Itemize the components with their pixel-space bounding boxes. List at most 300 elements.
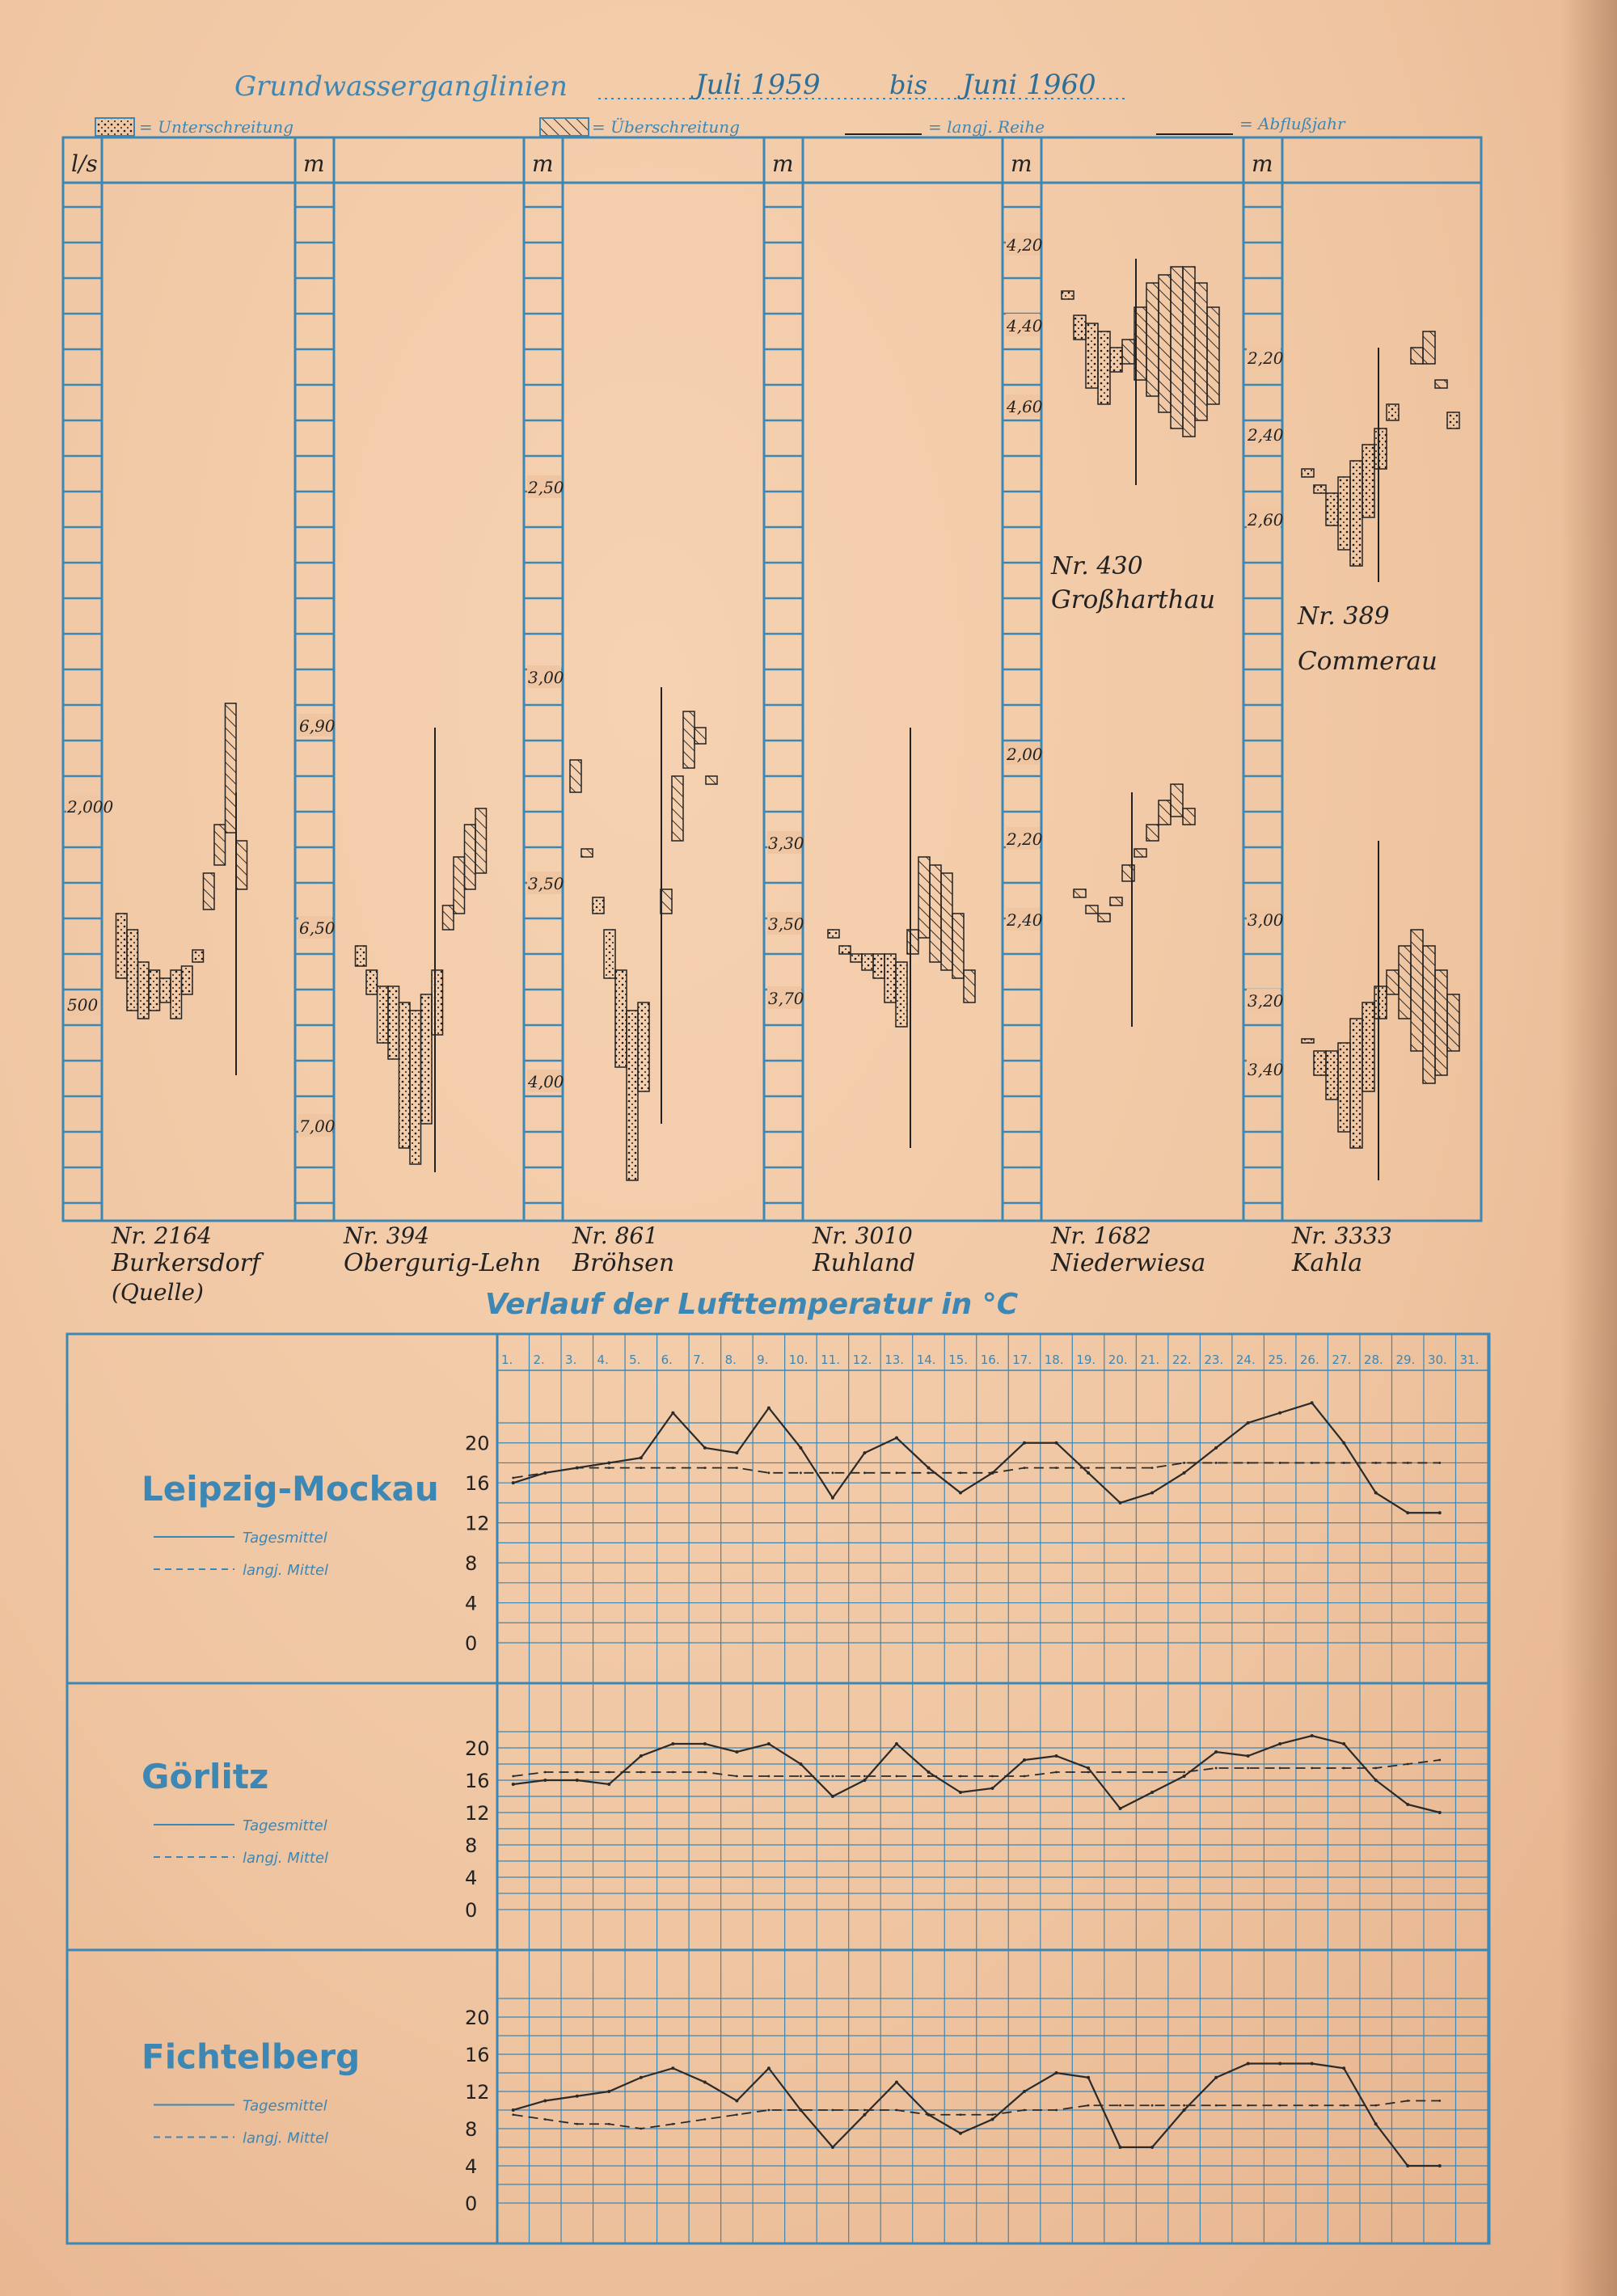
- daily-mean-point: [671, 1412, 674, 1415]
- day-label: 25.: [1268, 1353, 1288, 1367]
- longterm-mean-point: [672, 1771, 674, 1774]
- hydrograph-segment: [454, 857, 465, 914]
- temp-y-tick: 20: [465, 1432, 490, 1455]
- day-label: 18.: [1044, 1353, 1064, 1367]
- hydrograph-commerau: [1302, 331, 1459, 566]
- daily-mean-point: [1406, 1511, 1409, 1514]
- hydrograph-segment: [593, 897, 604, 914]
- hydrograph-segment: [930, 865, 941, 962]
- longterm-mean-point: [767, 2109, 770, 2112]
- hydrograph-segment: [839, 946, 851, 954]
- daily-mean-point: [607, 2090, 610, 2093]
- longterm-mean-point: [672, 1467, 674, 1469]
- longterm-mean-point: [512, 1477, 514, 1479]
- panel-tick-label: 6,90: [299, 716, 336, 736]
- panel-station-extra: (Quelle): [112, 1279, 204, 1306]
- temp-y-tick: 0: [465, 1632, 478, 1655]
- hydrograph-segment: [1338, 1043, 1350, 1132]
- longterm-mean-point: [703, 2118, 706, 2121]
- hydrograph-segment: [1411, 930, 1423, 1051]
- legend-langj-label: = langj. Reihe: [928, 117, 1045, 137]
- daily-mean-point: [1247, 1754, 1250, 1758]
- longterm-mean-point: [1279, 1767, 1281, 1770]
- hydrograph-segment: [695, 728, 706, 744]
- day-label: 24.: [1235, 1353, 1256, 1367]
- daily-mean-point: [767, 1742, 771, 1745]
- temp-y-tick: 8: [465, 1552, 478, 1576]
- legend-longterm-label: langj. Mittel: [243, 2129, 329, 2147]
- hydrograph-segment: [918, 857, 930, 938]
- day-label: 5.: [629, 1353, 641, 1367]
- longterm-mean-point: [1024, 1467, 1026, 1469]
- hydrograph-segment: [851, 954, 862, 962]
- longterm-mean-point: [1183, 1462, 1185, 1464]
- daily-mean-point: [895, 1742, 898, 1745]
- hydrograph-segment: [1302, 469, 1314, 477]
- longterm-mean-point: [1438, 1462, 1441, 1464]
- panel-station-number: Nr. 2164: [112, 1222, 212, 1249]
- longterm-mean-point: [927, 1775, 930, 1778]
- daily-mean-point: [927, 1467, 930, 1470]
- upper-station-389-number: Nr. 389: [1298, 602, 1390, 631]
- temp-y-tick: 12: [465, 1802, 490, 1825]
- longterm-mean-point: [1343, 1767, 1345, 1770]
- daily-mean-point: [959, 2132, 962, 2135]
- panel-tick-label: 4,00: [528, 1072, 564, 1091]
- panel-tick-label: 3,50: [768, 914, 804, 934]
- legend-daily-label: Tagesmittel: [243, 1817, 327, 1834]
- hydrograph-segment: [873, 954, 884, 978]
- daily-mean-point: [607, 1461, 610, 1464]
- temp-y-tick: 0: [465, 1899, 478, 1922]
- hydrograph-segment: [672, 776, 683, 841]
- longterm-mean-point: [800, 1471, 802, 1474]
- longterm-mean-point: [800, 2109, 802, 2112]
- hydrograph-segment: [1350, 1019, 1362, 1148]
- longterm-mean-point: [1247, 2104, 1249, 2107]
- hydrograph-segment: [410, 1011, 421, 1164]
- daily-mean-point: [895, 1437, 898, 1440]
- daily-mean-point: [1278, 2062, 1281, 2066]
- hydrograph-segment: [1314, 485, 1326, 493]
- hydrograph-segment: [138, 962, 150, 1019]
- daily-mean-point: [1278, 1742, 1281, 1745]
- panel-tick-label: 2,20: [1007, 829, 1043, 849]
- hydrograph-segment: [116, 914, 128, 978]
- header-period-sep: bis: [889, 70, 928, 100]
- longterm-mean-point: [1374, 2104, 1377, 2107]
- longterm-mean-point: [576, 1771, 578, 1774]
- longterm-mean-point: [1279, 2104, 1281, 2107]
- longterm-mean-point: [1087, 1467, 1090, 1469]
- longterm-mean-point: [608, 1467, 610, 1469]
- hydrograph-segment: [214, 825, 226, 865]
- hydrograph-segment: [356, 946, 367, 966]
- daily-mean-point: [1438, 1511, 1442, 1514]
- hydrograph-segment: [236, 841, 247, 889]
- groundwater-panels: [63, 137, 1481, 1306]
- daily-mean-point: [512, 1783, 515, 1786]
- hydrograph-segment: [1387, 404, 1399, 420]
- header-title: Grundwasserganglinien: [234, 70, 568, 103]
- hydrograph-segment: [862, 954, 873, 970]
- temp-y-tick: 4: [465, 2155, 478, 2178]
- longterm-mean-point: [1311, 2104, 1313, 2107]
- daily-mean-point: [1183, 2108, 1186, 2112]
- temp-y-tick: 20: [465, 1737, 490, 1760]
- hydrograph-segment: [1362, 445, 1374, 517]
- hydrograph-obergurig: [356, 808, 487, 1164]
- daily-mean-point: [543, 1779, 547, 1782]
- daily-mean-point: [1247, 2062, 1250, 2066]
- daily-mean-point: [735, 1451, 738, 1454]
- daily-mean-point: [799, 1762, 802, 1766]
- hydrograph-segment: [399, 1002, 411, 1148]
- panel-unit: m: [532, 150, 554, 177]
- legend-daily-label: Tagesmittel: [243, 2097, 327, 2115]
- day-label: 27.: [1332, 1353, 1352, 1367]
- daily-mean-point: [1183, 1775, 1186, 1778]
- hydrograph-segment: [604, 930, 615, 978]
- hydrograph-segment: [1314, 1051, 1326, 1075]
- longterm-mean-point: [1407, 2100, 1409, 2102]
- panel-tick-label: 3,00: [1248, 910, 1284, 930]
- panel-tick-label: 3,50: [528, 874, 564, 893]
- temp-station-name: Fichtelberg: [141, 2036, 361, 2077]
- hydrograph-segment: [941, 873, 952, 970]
- daily-mean-point: [1438, 1811, 1442, 1814]
- temp-y-tick: 8: [465, 2118, 478, 2141]
- hydrograph-segment: [896, 962, 907, 1027]
- hydrograph-segment: [1183, 808, 1195, 825]
- hydrograph-segment: [226, 703, 237, 833]
- daily-mean-point: [1406, 2164, 1409, 2167]
- panel-tick-label: 500: [67, 995, 99, 1015]
- longterm-mean-point: [544, 1771, 547, 1774]
- daily-mean-point: [703, 1742, 707, 1745]
- panel-station-number: Nr. 3010: [813, 1222, 913, 1249]
- longterm-mean-point: [608, 2123, 610, 2125]
- daily-mean-point: [1183, 1471, 1186, 1475]
- longterm-mean-point: [544, 2118, 547, 2121]
- hydrograph-grossharthau: [1062, 267, 1219, 437]
- daily-mean-point: [1374, 1492, 1378, 1495]
- panel-unit: m: [772, 150, 794, 177]
- day-label: 26.: [1299, 1353, 1319, 1367]
- longterm-mean-point: [1055, 2109, 1058, 2112]
- longterm-mean-point: [1311, 1462, 1313, 1464]
- hydrograph-segment: [127, 930, 138, 1011]
- daily-mean-point: [1406, 1803, 1409, 1806]
- temp-y-tick: 8: [465, 1834, 478, 1857]
- daily-mean-point: [831, 1795, 834, 1798]
- hydrograph-segment: [1159, 275, 1171, 412]
- hydrograph-segment: [171, 970, 182, 1019]
- longterm-mean-point: [1055, 1771, 1058, 1774]
- longterm-mean-point: [608, 1771, 610, 1774]
- day-label: 3.: [565, 1353, 577, 1367]
- longterm-mean-point: [896, 1775, 898, 1778]
- longterm-mean-point: [960, 1775, 962, 1778]
- daily-mean-point: [1278, 1412, 1281, 1415]
- hydrograph-segment: [366, 970, 378, 994]
- longterm-mean-point: [1343, 2104, 1345, 2107]
- daily-mean-point: [831, 2146, 834, 2149]
- hydrograph-segment: [1195, 283, 1207, 420]
- daily-mean-point: [1214, 2076, 1218, 2079]
- longterm-mean-point: [832, 2109, 834, 2112]
- longterm-mean-point: [544, 1471, 547, 1474]
- longterm-mean-point: [576, 1467, 578, 1469]
- panel-tick-label: 7,00: [299, 1116, 336, 1136]
- hydrograph-segment: [1447, 412, 1459, 428]
- hydrograph-segment: [1159, 800, 1171, 825]
- hydrograph-segment: [1074, 889, 1086, 897]
- day-label: 19.: [1076, 1353, 1096, 1367]
- legend-longterm-label: langj. Mittel: [243, 1562, 329, 1579]
- day-label: 16.: [980, 1353, 1000, 1367]
- temperature-charts: [67, 1334, 1489, 2243]
- hydrograph-segment: [661, 889, 672, 914]
- hydrograph-segment: [192, 950, 204, 962]
- temp-y-tick: 20: [465, 2007, 490, 2029]
- longterm-mean-point: [1438, 2100, 1441, 2102]
- longterm-mean-point: [1151, 1771, 1154, 1774]
- upper-station-430-name: Großharthau: [1051, 585, 1216, 614]
- daily-mean-point: [512, 1481, 515, 1484]
- day-label: 14.: [916, 1353, 936, 1367]
- hydrograph-segment: [1362, 1002, 1374, 1091]
- temp-y-tick: 0: [465, 2193, 478, 2215]
- panel-tick-label: 2,40: [1007, 910, 1043, 930]
- hydrograph-segment: [1423, 331, 1435, 364]
- daily-mean-point: [1214, 1750, 1218, 1754]
- longterm-mean-point: [960, 2113, 962, 2116]
- daily-mean-point: [1055, 2071, 1058, 2074]
- panel-station-name: Obergurig-Lehn: [344, 1249, 542, 1277]
- longterm-mean-point: [1151, 1467, 1154, 1469]
- longterm-mean-point: [1407, 1763, 1409, 1766]
- panel-tick-label: 2,50: [528, 478, 564, 497]
- day-label: 23.: [1204, 1353, 1224, 1367]
- longterm-mean-point: [991, 1775, 994, 1778]
- longterm-mean-point: [1374, 1767, 1377, 1770]
- hydrograph-segment: [1146, 283, 1159, 396]
- day-label: 1.: [501, 1353, 513, 1367]
- daily-mean-point: [1342, 1441, 1345, 1445]
- longterm-mean-point: [927, 1471, 930, 1474]
- daily-mean-point: [1023, 1758, 1026, 1762]
- legend-abfluss-label: = Abflußjahr: [1239, 114, 1345, 133]
- hydrograph-segment: [570, 760, 581, 792]
- longterm-mean-point: [832, 1471, 834, 1474]
- daily-mean-point: [959, 1492, 962, 1495]
- day-label: 7.: [693, 1353, 705, 1367]
- day-label: 4.: [597, 1353, 609, 1367]
- hydrograph-segment: [378, 986, 389, 1043]
- daily-mean-point: [1150, 1492, 1154, 1495]
- hydrograph-segment: [638, 1002, 649, 1091]
- day-label: 28.: [1363, 1353, 1383, 1367]
- daily-mean-point: [863, 1451, 866, 1454]
- legend-longterm-label: langj. Mittel: [243, 1850, 329, 1867]
- hydrograph-segment: [1183, 267, 1195, 437]
- longterm-mean-point: [1087, 2104, 1090, 2107]
- daily-mean-point: [1055, 1441, 1058, 1445]
- legend-ueber-swatch: [540, 118, 589, 136]
- hydrograph-segment: [907, 930, 918, 954]
- hydrograph-segment: [1122, 340, 1134, 364]
- hydrograph-segment: [1171, 267, 1183, 428]
- longterm-mean-point: [1247, 1462, 1249, 1464]
- hydrograph-segment: [432, 970, 443, 1035]
- daily-mean-point: [991, 1787, 994, 1790]
- hydrograph-ruhland: [828, 857, 975, 1027]
- hydrograph-segment: [1086, 323, 1098, 388]
- daily-mean-point: [1311, 2062, 1314, 2066]
- hydrograph-segment: [1146, 825, 1159, 841]
- longterm-mean-point: [640, 1771, 642, 1774]
- longterm-mean-point: [767, 1471, 770, 1474]
- hydrograph-segment: [1326, 1051, 1338, 1099]
- longterm-mean-point: [640, 1467, 642, 1469]
- daily-mean-point: [735, 2100, 738, 2103]
- day-label: 22.: [1172, 1353, 1192, 1367]
- daily-mean-point: [1374, 1779, 1378, 1782]
- daily-mean-point: [1311, 1401, 1314, 1404]
- longterm-mean-point: [832, 1775, 834, 1778]
- daily-mean-point: [799, 1446, 802, 1450]
- daily-mean-point: [1150, 1791, 1154, 1794]
- daily-mean-point: [831, 1496, 834, 1500]
- hydrograph-segment: [1447, 994, 1459, 1051]
- longterm-mean-point: [512, 2113, 514, 2116]
- longterm-mean-point: [1343, 1462, 1345, 1464]
- daily-mean-point: [1087, 1471, 1090, 1475]
- hydrograph-segment: [1374, 986, 1387, 1019]
- day-label: 20.: [1108, 1353, 1128, 1367]
- daily-mean-point: [1023, 1441, 1026, 1445]
- daily-mean-point: [1119, 1501, 1122, 1505]
- hydrograph-segment: [884, 954, 896, 1002]
- panel-tick-label: 4,20: [1007, 235, 1043, 255]
- daily-mean-point: [863, 2113, 866, 2117]
- longterm-mean-point: [1119, 2104, 1121, 2107]
- daily-mean-point: [1342, 2066, 1345, 2070]
- temp-y-tick: 16: [465, 2044, 490, 2066]
- panel-station-name: Kahla: [1292, 1249, 1363, 1277]
- temp-y-tick: 4: [465, 1867, 478, 1889]
- panel-tick-label: 3,30: [768, 834, 804, 853]
- hydrograph-segment: [1086, 905, 1098, 914]
- longterm-mean-point: [1311, 1767, 1313, 1770]
- panel-tick-label: 2,40: [1248, 425, 1284, 445]
- daily-mean-point: [1119, 2146, 1122, 2149]
- longterm-mean-point: [960, 1471, 962, 1474]
- temp-y-tick: 16: [465, 1472, 490, 1496]
- longterm-mean-point: [1215, 1462, 1218, 1464]
- panel-unit: m: [1252, 150, 1273, 177]
- day-label: 9.: [757, 1353, 769, 1367]
- hydrograph-segment: [443, 905, 454, 930]
- daily-mean-point: [767, 2066, 771, 2070]
- hydrograph-segment: [388, 986, 399, 1059]
- panel-station-name: Ruhland: [813, 1249, 916, 1277]
- hydrograph-segment: [465, 825, 476, 889]
- daily-mean-point: [576, 1779, 579, 1782]
- longterm-mean-point: [1024, 2109, 1026, 2112]
- hydrograph-segment: [1411, 348, 1423, 364]
- hydrograph-segment: [1134, 849, 1146, 857]
- longterm-mean-point: [991, 2113, 994, 2116]
- day-label: 31.: [1459, 1353, 1480, 1367]
- panel-unit: l/s: [71, 150, 98, 177]
- longterm-mean-point: [800, 1775, 802, 1778]
- hydrograph-broehsen: [570, 711, 717, 1180]
- hydrograph-segment: [1062, 291, 1074, 299]
- daily-mean-point: [1087, 2076, 1090, 2079]
- hydrograph-burkersdorf: [116, 703, 247, 1019]
- longterm-mean-point: [863, 1471, 866, 1474]
- temp-y-tick: 12: [465, 2081, 490, 2104]
- panel-station-name: Bröhsen: [572, 1249, 675, 1277]
- hydrograph-segment: [1423, 946, 1435, 1083]
- panel-station-number: Nr. 1682: [1051, 1222, 1151, 1249]
- hydrograph-segment: [952, 914, 964, 978]
- longterm-mean-point: [1119, 1467, 1121, 1469]
- legend-daily-label: Tagesmittel: [243, 1530, 327, 1547]
- day-label: 30.: [1427, 1353, 1447, 1367]
- longterm-mean-point: [736, 2113, 738, 2116]
- day-label: 17.: [1012, 1353, 1032, 1367]
- temp-y-tick: 4: [465, 1592, 478, 1615]
- longterm-mean-point: [991, 1471, 994, 1474]
- hydrograph-segment: [149, 970, 160, 1011]
- hydrograph-segment: [1098, 914, 1110, 922]
- daily-mean-point: [1438, 2164, 1442, 2167]
- day-label: 11.: [821, 1353, 841, 1367]
- temperature-title: Verlauf der Lufttemperatur in °C: [485, 1288, 1019, 1321]
- temp-y-tick: 12: [465, 1512, 490, 1535]
- longterm-mean-point: [1374, 1462, 1377, 1464]
- hydrograph-segment: [1098, 331, 1110, 404]
- longterm-mean-point: [863, 2109, 866, 2112]
- daily-mean-point: [671, 1742, 674, 1745]
- daily-mean-point: [1150, 2146, 1154, 2149]
- daily-mean-point: [1214, 1446, 1218, 1450]
- panel-tick-label: 3,20: [1248, 991, 1284, 1011]
- daily-mean-point: [1342, 1742, 1345, 1745]
- panel-station-name: Niederwiesa: [1051, 1249, 1206, 1277]
- day-label: 8.: [724, 1353, 737, 1367]
- daily-mean-point: [576, 2095, 579, 2098]
- hydrograph-segment: [475, 808, 487, 873]
- panel-tick-label: 4,60: [1007, 397, 1043, 416]
- longterm-mean-point: [896, 2109, 898, 2112]
- daily-mean-point: [607, 1783, 610, 1786]
- temp-station-name: Görlitz: [141, 1757, 269, 1796]
- day-label: 6.: [661, 1353, 673, 1367]
- panel-station-name: Burkersdorf: [112, 1249, 261, 1277]
- longterm-mean-point: [672, 2123, 674, 2125]
- hydrograph-niederwiesa: [1074, 784, 1195, 922]
- panel-tick-label: 3,40: [1248, 1060, 1284, 1079]
- daily-mean-point: [1087, 1766, 1090, 1770]
- longterm-mean-point: [1024, 1775, 1026, 1778]
- hydrograph-segment: [1110, 348, 1122, 372]
- legend-ueber-label: = Überschreitung: [592, 117, 740, 137]
- header-period-from: Juli 1959: [695, 69, 821, 101]
